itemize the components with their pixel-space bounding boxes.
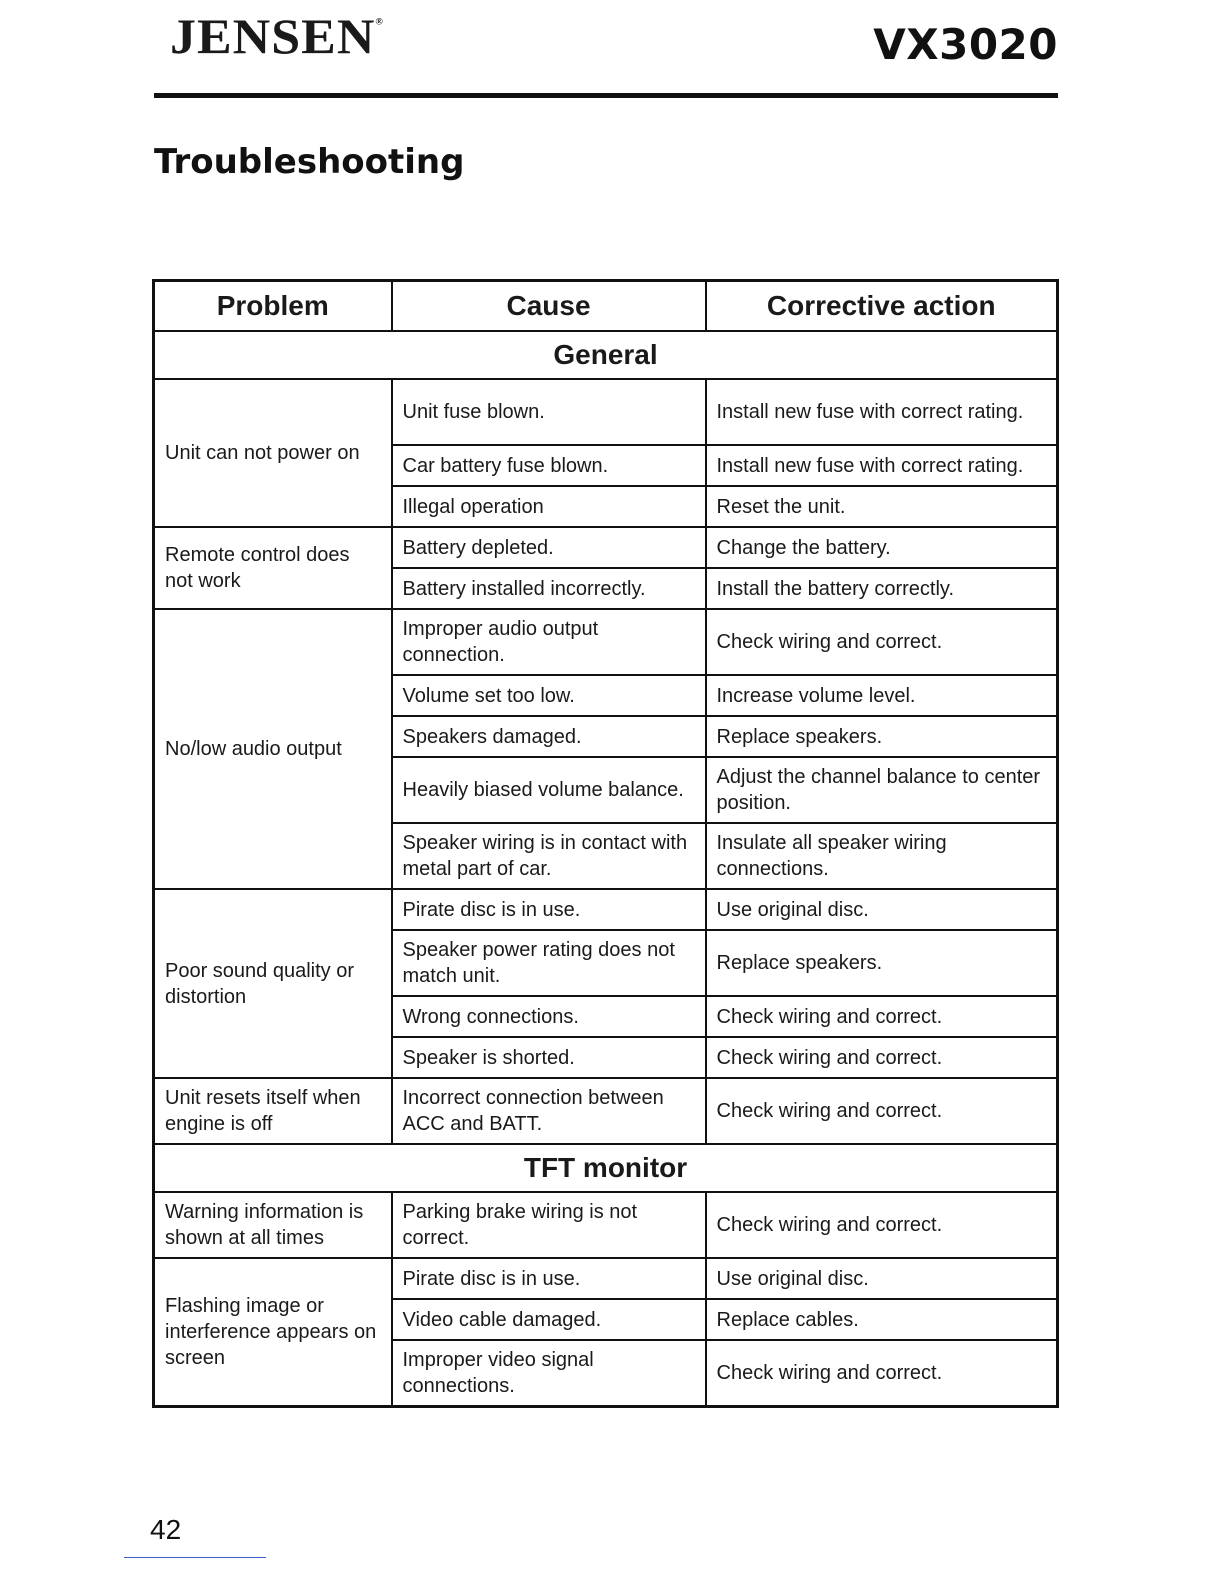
action-cell: Check wiring and correct. <box>706 1078 1058 1144</box>
header-divider <box>154 93 1058 98</box>
cause-cell: Speaker power rating does not match unit. <box>392 930 706 996</box>
table-row <box>154 1192 1058 1258</box>
section-title-tft-monitor: TFT monitor <box>154 1144 1058 1192</box>
cause-cell: Car battery fuse blown. <box>392 445 706 486</box>
model-number: VX3020 <box>873 20 1058 69</box>
page-title: Troubleshooting <box>154 142 465 182</box>
cause-cell: Battery installed incorrectly. <box>392 568 706 609</box>
action-cell: Reset the unit. <box>706 486 1058 527</box>
table-header-row <box>154 281 1058 332</box>
problem-cell: Remote control does not work <box>154 527 392 609</box>
problem-cell: Unit can not power on <box>154 379 392 527</box>
cause-cell: Video cable damaged. <box>392 1299 706 1340</box>
brand-logo <box>170 9 384 65</box>
cause-cell: Speakers damaged. <box>392 716 706 757</box>
cause-cell: Volume set too low. <box>392 675 706 716</box>
cause-cell: Heavily biased volume balance. <box>392 757 706 823</box>
action-cell: Change the battery. <box>706 527 1058 568</box>
section-row-general <box>154 331 1058 379</box>
action-cell: Use original disc. <box>706 889 1058 930</box>
header-problem: Problem <box>154 281 392 332</box>
action-cell: Check wiring and correct. <box>706 609 1058 675</box>
problem-cell: Warning information is shown at all times <box>154 1192 392 1258</box>
header-cause: Cause <box>392 281 706 332</box>
table-row <box>154 889 1058 930</box>
action-cell: Install new fuse with correct rating. <box>706 379 1058 445</box>
cause-cell: Improper audio output connection. <box>392 609 706 675</box>
registered-mark: ® <box>375 17 384 28</box>
cause-cell: Battery depleted. <box>392 527 706 568</box>
action-cell: Check wiring and correct. <box>706 1192 1058 1258</box>
action-cell: Replace cables. <box>706 1299 1058 1340</box>
problem-cell: Poor sound quality or distortion <box>154 889 392 1078</box>
action-cell: Increase volume level. <box>706 675 1058 716</box>
table-row <box>154 527 1058 568</box>
cause-cell: Speaker is shorted. <box>392 1037 706 1078</box>
page-number: 42 <box>150 1514 182 1545</box>
table-row <box>154 1258 1058 1299</box>
cause-cell: Incorrect connection between ACC and BATT. <box>392 1078 706 1144</box>
brand-name: JENSEN <box>170 10 376 65</box>
cause-cell: Pirate disc is in use. <box>392 889 706 930</box>
action-cell: Check wiring and correct. <box>706 1340 1058 1407</box>
action-cell: Use original disc. <box>706 1258 1058 1299</box>
action-cell: Replace speakers. <box>706 716 1058 757</box>
troubleshooting-table <box>152 279 1059 1408</box>
table-row <box>154 609 1058 675</box>
problem-cell: Flashing image or interference appears on screen <box>154 1258 392 1407</box>
cause-cell: Pirate disc is in use. <box>392 1258 706 1299</box>
footer-divider <box>124 1557 266 1558</box>
action-cell: Install the battery correctly. <box>706 568 1058 609</box>
action-cell: Check wiring and correct. <box>706 996 1058 1037</box>
cause-cell: Improper video signal connections. <box>392 1340 706 1407</box>
section-row-tft <box>154 1144 1058 1192</box>
cause-cell: Illegal operation <box>392 486 706 527</box>
action-cell: Check wiring and correct. <box>706 1037 1058 1078</box>
table-row <box>154 379 1058 445</box>
action-cell: Adjust the channel balance to center position. <box>706 757 1058 823</box>
problem-cell: No/low audio output <box>154 609 392 889</box>
troubleshooting-table-container <box>152 279 1056 1408</box>
action-cell: Install new fuse with correct rating. <box>706 445 1058 486</box>
table-row <box>154 1078 1058 1144</box>
cause-cell: Speaker wiring is in contact with metal part of car. <box>392 823 706 889</box>
problem-cell: Unit resets itself when engine is off <box>154 1078 392 1144</box>
action-cell: Insulate all speaker wiring connections. <box>706 823 1058 889</box>
cause-cell: Wrong connections. <box>392 996 706 1037</box>
cause-cell: Parking brake wiring is not correct. <box>392 1192 706 1258</box>
section-title-general: General <box>154 331 1058 379</box>
action-cell: Replace speakers. <box>706 930 1058 996</box>
cause-cell: Unit fuse blown. <box>392 379 706 445</box>
header-corrective-action: Corrective action <box>706 281 1058 332</box>
